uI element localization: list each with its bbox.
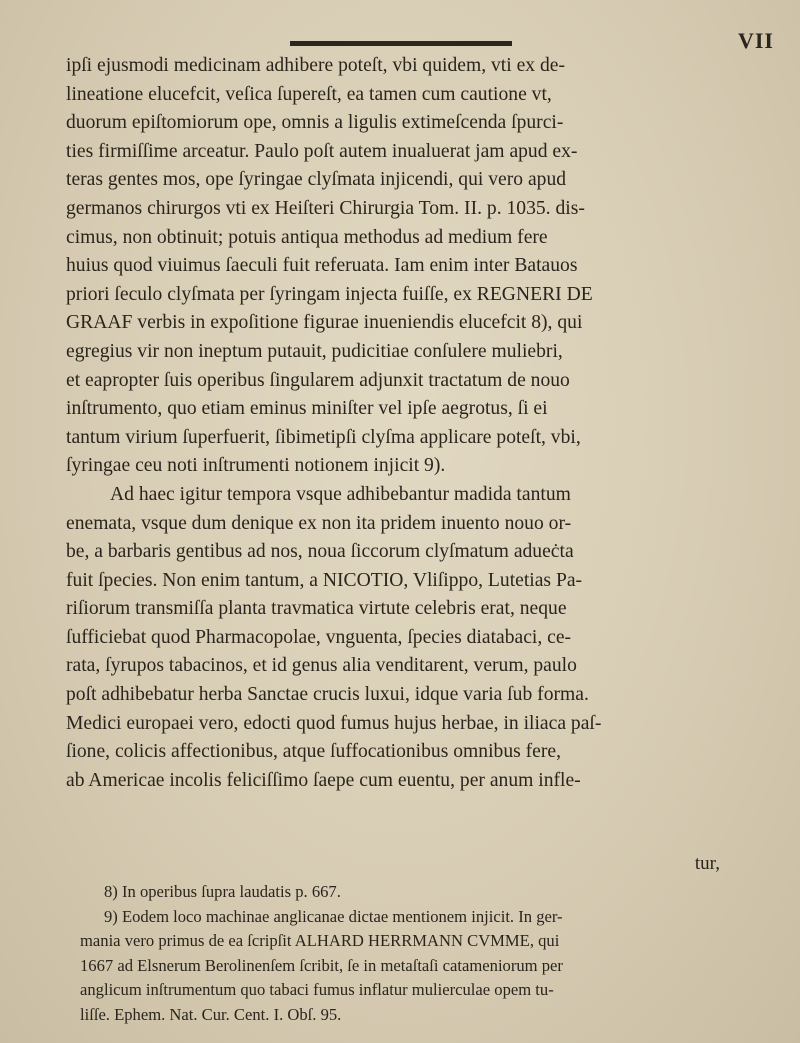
text-line: riſiorum transmiſſa planta travmatica virtute celebris erat, neque (66, 598, 567, 620)
footnote-9: 9) Eodem loco machinae anglicanae dictae mentionem injicit. In ger- (104, 906, 563, 926)
footnote-line: anglicum inſtrumentum quo tabaci fumus inflatur mulierculae opem tu- (80, 980, 554, 999)
text-line: teras gentes mos, ope ſyringae clyſmata injicendi, qui vero apud (66, 169, 567, 191)
page-number: VII (737, 28, 774, 53)
main-text (66, 52, 730, 795)
text-line: priori ſeculo clyſmata per ſyringam injecta fuiſſe, ex REGNERI DE (66, 283, 593, 305)
text-line: lineatione elucefcit, veſica ſupereſt, ea tamen cum cautione vt, (66, 83, 552, 105)
text-line: poſt adhibebatur herba Sanctae crucis luxui, idque varia ſub forma. (66, 684, 589, 706)
text-line: huius quod viuimus ſaeculi fuit referuata. Iam enim inter Batauos (66, 255, 578, 277)
text-line: ipſi ejusmodi medicinam adhibere poteſt, vbi quidem, vti ex de- (66, 55, 565, 76)
text-line: enemata, vsque dum denique ex non ita pridem inuento nouo or- (66, 512, 572, 534)
text-line: et eapropter ſuis operibus ſingularem adjunxit tractatum de nouo (66, 369, 570, 391)
text-line: ties firmiſſime arceatur. Paulo poſt autem inualuerat jam apud ex- (66, 140, 578, 162)
footnote-8: 8) In operibus ſupra laudatis p. 667. (104, 882, 341, 901)
text-line: germanos chirurgos vti ex Heiſteri Chirurgia Tom. II. p. 1035. dis- (66, 197, 585, 219)
footnote-line: liſſe. Ephem. Nat. Cur. Cent. I. Obſ. 95. (80, 1004, 342, 1024)
text-line: ſufficiebat quod Pharmacopolae, vnguenta, ſpecies diatabaci, ce- (66, 626, 572, 648)
text-line: duorum epiſtomiorum ope, omnis a ligulis extimeſcenda ſpurci- (66, 112, 564, 134)
footnote-line: mania vero primus de ea ſcripſit ALHARD HERRMANN CVMME, qui (80, 931, 560, 950)
paragraph-start-line: Ad haec igitur tempora vsque adhibebantur madida tantum (110, 483, 571, 505)
text-line: Medici europaei vero, edocti quod fumus hujus herbae, in iliaca paſ- (66, 712, 602, 734)
text-line: tantum virium ſuperfuerit, ſibimetipſi clyſma applicare poteſt, vbi, (66, 426, 581, 448)
text-line: be, a barbaris gentibus ad nos, noua ſiccorum clyſmatum adueċta (66, 541, 574, 563)
text-line: GRAAF verbis in expoſitione figurae inueniendis elucefcit 8), qui (66, 312, 583, 334)
footnotes (80, 880, 744, 1027)
text-line: egregius vir non ineptum putauit, pudicitiae conſulere muliebri, (66, 340, 563, 362)
text-line: ab Americae incolis feliciſſimo ſaepe cum euentu, per anum infle- (66, 769, 581, 791)
text-line: ſione, colicis affectionibus, atque ſuffocationibus omnibus fere, (66, 741, 561, 763)
catchword: tur, (694, 853, 720, 874)
header-rule (290, 41, 512, 46)
text-line: ſyringae ceu noti inſtrumenti notionem injicit 9). (66, 455, 446, 477)
footnote-line: 1667 ad Elsnerum Berolinenſem ſcribit, ſe in metaſtaſi catameniorum per (80, 955, 563, 975)
text-line: fuit ſpecies. Non enim tantum, a NICOTIO, Vliſippo, Lutetias Pa- (66, 569, 583, 591)
text-line: cimus, non obtinuit; potuis antiqua methodus ad medium fere (66, 226, 548, 248)
text-line: rata, ſyrupos tabacinos, et id genus alia venditarent, verum, paulo (66, 655, 577, 677)
text-line: inſtrumento, quo etiam eminus miniſter vel ipſe aegrotus, ſi ei (66, 398, 548, 420)
